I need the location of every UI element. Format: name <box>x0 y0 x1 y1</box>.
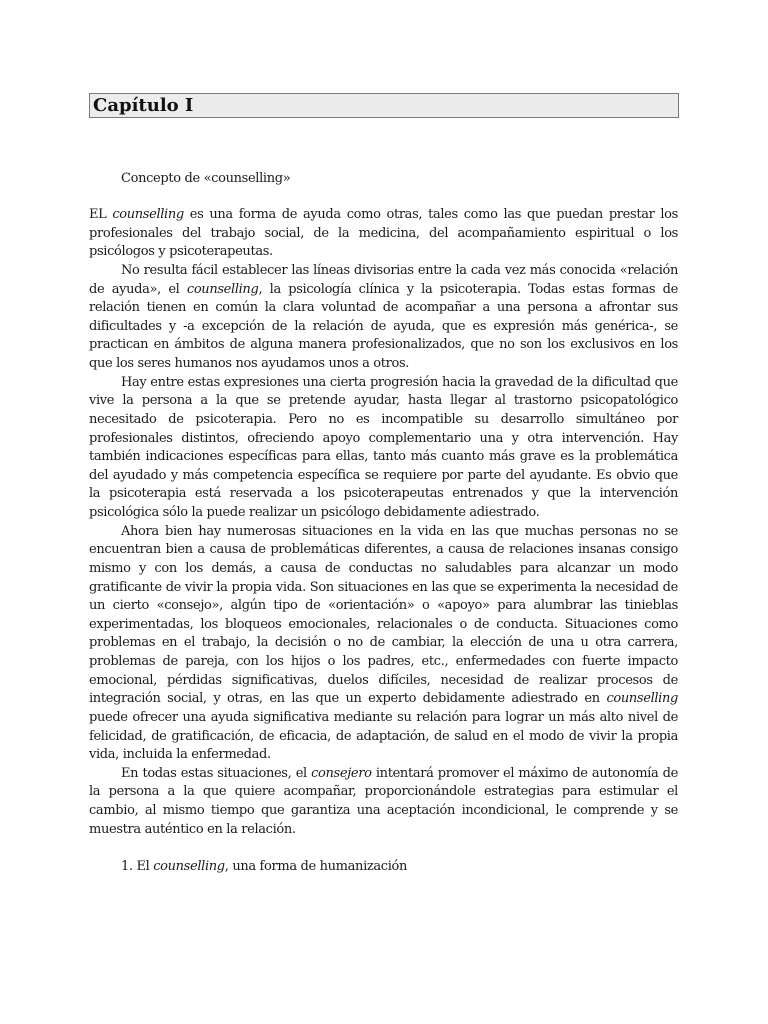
italic-term: counselling <box>606 691 678 707</box>
italic-term: consejero <box>311 765 372 781</box>
italic-term: counselling <box>186 281 259 297</box>
paragraph-3: Hay entre estas expresiones una cierta progresión hacia la gravedad de la dificultad que vive la persona a la que se pretende ayudar, hasta llegar al trastorno psicopatológico necesitado de psicoterapia. Pero no es incompatible su desarrollo simultáneo por profesionales distintos, ofreciendo apoyo complementario una y otra intervención. Hay también indicaciones específicas para ellas, tanto más cuanto más grave es la problemática del ayudado y más competencia específica se requiere por parte del ayudante. Es obvio que la psicoterapia está reservada a los psicoterapeutas entrenados y que la intervención psicológica sólo la puede realizar un psicólogo debidamente adiestrado. <box>89 374 678 520</box>
section-heading <box>121 858 407 876</box>
paragraph-1 <box>89 206 678 262</box>
text-run: No resulta fácil establecer las líneas divisorias entre la cada vez más conocida «relación de ayuda», el <box>89 262 678 297</box>
body-text <box>89 206 678 839</box>
text-run: , la psicología clínica y la psicoterapia. Todas estas formas de relación tienen en común la clara voluntad de acompañar a una persona a afrontar sus dificultades y -a excepción de la relación de ayuda, que es expresión más genérica-, se practican en ámbitos de alguna manera profesionalizados, que no son los exclusivos en los que los seres humanos nos ayudamos unos a otros. <box>89 281 678 371</box>
text-run: En todas estas situaciones, el <box>121 765 312 781</box>
text-run: EL <box>89 207 113 222</box>
text-run: intentará promover el máximo de autonomía de la persona a la que quiere acompañar, proporcionándole estrategias para estimular el cambio, al mismo tiempo que garantiza una aceptación incondicional, le comprende y se muestra auténtico en la relación. <box>89 765 678 837</box>
text-run: 1. El <box>121 859 154 874</box>
text-run: Ahora bien hay numerosas situaciones en la vida en las que muchas personas no se encuentran bien a causa de problemáticas diferentes, a causa de relaciones insanas consigo mismo y con los demás, a causa de conductas no saludables para alcanzar un modo gratificante de vivir la propia vida. Son situaciones en las que se experimenta la necesidad de un cierto «consejo», algún tipo de «orientación» o «apoyo» para alumbrar las tinieblas experimentadas, los bloqueos emocionales, relacionales o de conducta. Situaciones como problemas en el trabajo, la decisión o no de cambiar, la elección de una u otra carrera, problemas de pareja, con los hijos o los padres, etc., enfermedades con fuerte impacto emocional, pérdidas significativas, duelos difíciles, necesidad de realizar procesos de integración social, y otras, en las que un experto debidamente adiestrado en <box>89 523 678 707</box>
paragraph-5 <box>89 765 678 840</box>
concept-subtitle: Concepto de «counselling» <box>121 171 291 186</box>
text-run: puede ofrecer una ayuda significativa mediante su relación para lograr un más alto nivel de felicidad, de gratificación, de eficacia, de adaptación, de salud en el modo de vivir la propia vida, incluida la enfermedad. <box>89 709 678 763</box>
text-run: es una forma de ayuda como otras, tales como las que puedan prestar los profesionales del trabajo social, de la medicina, del acompañamiento espiritual o los psicólogos y psicoterapeutas. <box>89 207 678 260</box>
text-run: , una forma de humanización <box>224 859 408 874</box>
paragraph-2 <box>89 262 678 374</box>
chapter-title: Capítulo I <box>89 93 679 118</box>
italic-term: counselling <box>112 207 184 222</box>
paragraph-4 <box>89 523 678 765</box>
italic-term: counselling <box>153 859 225 874</box>
